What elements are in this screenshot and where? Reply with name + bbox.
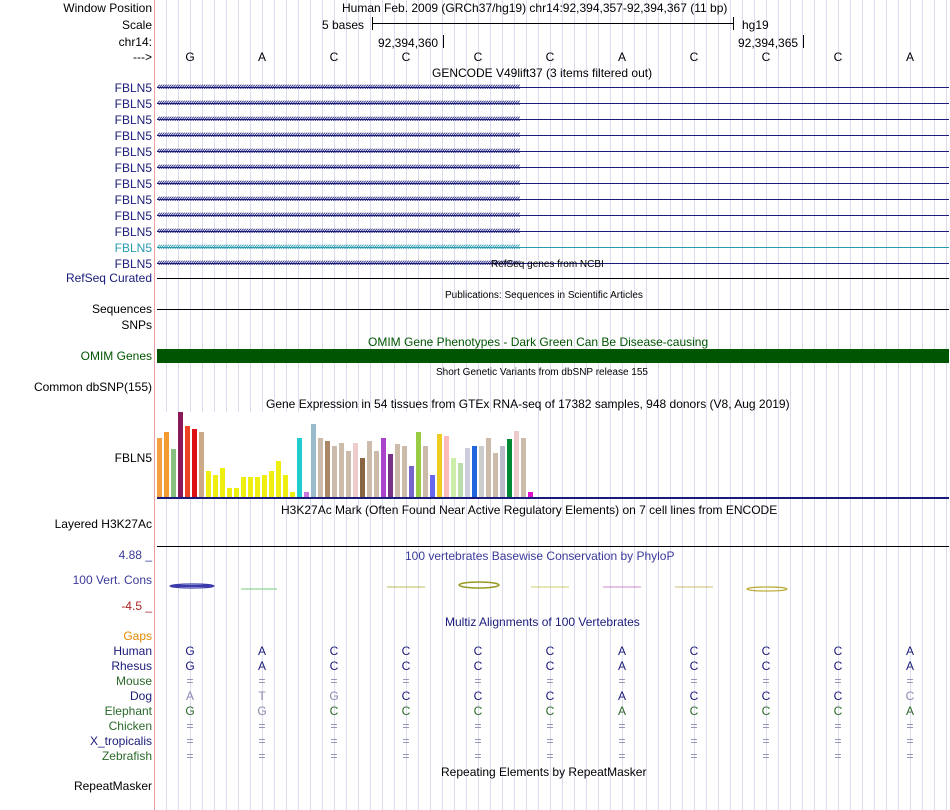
gtex-tissue-bar[interactable] <box>199 432 204 497</box>
repeatmasker-label[interactable]: RepeatMasker <box>73 779 152 793</box>
position-360: 92,394,360 <box>378 36 439 50</box>
gtex-tissue-bar[interactable] <box>472 446 477 497</box>
alignment-base: = <box>618 674 626 688</box>
species-label[interactable]: Elephant <box>104 704 152 718</box>
multiz-track-title[interactable]: Multiz Alignments of 100 Vertebrates <box>445 615 640 629</box>
gtex-tissue-bar[interactable] <box>458 463 463 497</box>
gtex-tissue-bar[interactable] <box>262 475 267 497</box>
phylop-min-label: -4.5 _ <box>121 599 152 613</box>
dbsnp-track-title[interactable]: Short Genetic Variants from dbSNP release 155 <box>436 367 648 378</box>
gencode-gene-label[interactable]: FBLN5 <box>114 209 152 223</box>
gtex-tissue-bar[interactable] <box>339 443 344 497</box>
omim-label[interactable]: OMIM Genes <box>80 349 152 363</box>
scale-bar-right-tick <box>733 17 734 30</box>
alignment-base: = <box>834 734 842 748</box>
alignment-base: A <box>257 659 266 673</box>
gtex-gene-label[interactable]: FBLN5 <box>114 451 152 465</box>
pubs-track-line <box>157 309 949 310</box>
gtex-tissue-bar[interactable] <box>206 471 211 497</box>
gencode-transcript-line[interactable]: ‹‹‹‹‹‹‹‹‹‹‹‹‹‹‹‹‹‹‹‹‹‹‹‹‹‹‹‹‹‹‹‹‹‹‹‹‹‹‹‹‹‹‹‹‹‹‹‹‹‹‹‹‹‹‹‹‹‹‹‹‹‹‹‹‹‹‹‹‹‹‹‹‹‹‹‹‹‹‹‹‹‹‹‹‹‹‹‹‹‹‹‹‹‹‹‹‹‹‹‹‹‹‹‹‹‹‹‹‹‹‹‹‹‹‹‹‹‹‹‹‹‹‹‹‹‹‹‹‹‹‹‹‹‹‹‹‹‹‹‹‹‹‹‹‹‹‹‹‹‹‹‹‹‹‹‹‹‹‹‹ <box>157 144 949 158</box>
alignment-base: = <box>474 674 482 688</box>
alignment-base: C <box>833 704 843 718</box>
label-divider <box>154 0 155 810</box>
alignment-base: C <box>545 689 555 703</box>
alignment-base: = <box>834 719 842 733</box>
gencode-gene-label[interactable]: FBLN5 <box>114 225 152 239</box>
alignment-base: C <box>833 659 843 673</box>
alignment-base: = <box>546 734 554 748</box>
gencode-gene-label[interactable]: FBLN5 <box>114 97 152 111</box>
gtex-tissue-bar[interactable] <box>374 451 379 497</box>
gtex-tissue-bar[interactable] <box>346 451 351 497</box>
alignment-base: C <box>473 659 483 673</box>
reference-base: C <box>545 50 555 64</box>
gencode-transcript-line[interactable]: ‹‹‹‹‹‹‹‹‹‹‹‹‹‹‹‹‹‹‹‹‹‹‹‹‹‹‹‹‹‹‹‹‹‹‹‹‹‹‹‹‹‹‹‹‹‹‹‹‹‹‹‹‹‹‹‹‹‹‹‹‹‹‹‹‹‹‹‹‹‹‹‹‹‹‹‹‹‹‹‹‹‹‹‹‹‹‹‹‹‹‹‹‹‹‹‹‹‹‹‹‹‹‹‹‹‹‹‹‹‹‹‹‹‹‹‹‹‹‹‹‹‹‹‹‹‹‹‹‹‹‹‹‹‹‹‹‹‹‹‹‹‹‹‹‹‹‹‹‹‹‹‹‹‹‹‹‹‹‹‹ <box>157 208 949 222</box>
alignment-base: = <box>762 719 770 733</box>
gtex-tissue-bar[interactable] <box>416 432 421 497</box>
gtex-tissue-bar[interactable] <box>444 436 449 497</box>
gtex-tissue-bar[interactable] <box>185 426 190 497</box>
alignment-base: = <box>546 674 554 688</box>
gtex-tissue-bar[interactable] <box>171 449 176 497</box>
gtex-tissue-bar[interactable] <box>381 438 386 497</box>
alignment-base: = <box>186 719 194 733</box>
gencode-transcript-line[interactable]: ‹‹‹‹‹‹‹‹‹‹‹‹‹‹‹‹‹‹‹‹‹‹‹‹‹‹‹‹‹‹‹‹‹‹‹‹‹‹‹‹‹‹‹‹‹‹‹‹‹‹‹‹‹‹‹‹‹‹‹‹‹‹‹‹‹‹‹‹‹‹‹‹‹‹‹‹‹‹‹‹‹‹‹‹‹‹‹‹‹‹‹‹‹‹‹‹‹‹‹‹‹‹‹‹‹‹‹‹‹‹‹‹‹‹‹‹‹‹‹‹‹‹‹‹‹‹‹‹‹‹‹‹‹‹‹‹‹‹‹‹‹‹‹‹‹‹‹‹‹‹‹‹‹‹‹‹‹‹‹‹ <box>157 128 949 142</box>
alignment-base: C <box>833 644 843 658</box>
alignment-base: T <box>258 689 266 703</box>
repeatmasker-track-title[interactable]: Repeating Elements by RepeatMasker <box>441 765 647 779</box>
species-label[interactable]: Human <box>113 644 152 658</box>
alignment-base: = <box>402 749 410 763</box>
alignment-base: = <box>762 734 770 748</box>
gtex-tissue-bar[interactable] <box>451 458 456 497</box>
gtex-tissue-bar[interactable] <box>164 432 169 497</box>
alignment-base: C <box>689 704 699 718</box>
gtex-tissue-bar[interactable] <box>500 446 505 497</box>
gtex-tissue-bar[interactable] <box>276 461 281 497</box>
alignment-base: C <box>545 644 555 658</box>
vert-cons-label[interactable]: 100 Vert. Cons <box>72 573 152 587</box>
alignment-base: = <box>402 734 410 748</box>
gtex-tissue-bar[interactable] <box>297 438 302 497</box>
reference-base: C <box>689 50 699 64</box>
reference-base: C <box>401 50 411 64</box>
alignment-base: C <box>545 704 555 718</box>
alignment-base: = <box>834 674 842 688</box>
alignment-base: = <box>258 674 266 688</box>
alignment-base: C <box>473 644 483 658</box>
gtex-tissue-bar[interactable] <box>409 466 414 497</box>
gtex-gene-line <box>157 497 949 499</box>
alignment-base: C <box>689 659 699 673</box>
alignment-base: C <box>401 659 411 673</box>
gencode-gene-label[interactable]: FBLN5 <box>114 241 152 255</box>
gtex-tissue-bar[interactable] <box>255 477 260 497</box>
alignment-base: = <box>330 719 338 733</box>
alignment-base: A <box>617 659 626 673</box>
alignment-base: C <box>473 704 483 718</box>
reference-base: C <box>473 50 483 64</box>
species-label[interactable]: Mouse <box>115 674 152 688</box>
h3k27ac-baseline <box>157 546 949 547</box>
alignment-base: = <box>402 719 410 733</box>
alignment-base: A <box>905 659 914 673</box>
alignment-base: = <box>618 749 626 763</box>
gtex-tissue-bar[interactable] <box>325 441 330 497</box>
alignment-base: A <box>617 704 626 718</box>
species-label[interactable]: Rhesus <box>111 659 152 673</box>
gtex-tissue-bar[interactable] <box>220 468 225 497</box>
alignment-base: = <box>834 749 842 763</box>
gtex-bar-chart[interactable] <box>157 412 537 497</box>
refseq-label[interactable]: RefSeq Curated <box>65 271 152 285</box>
alignment-base: = <box>618 719 626 733</box>
gtex-tissue-bar[interactable] <box>437 434 442 497</box>
alignment-base: C <box>761 689 771 703</box>
gtex-tissue-bar[interactable] <box>388 454 393 497</box>
alignment-base: = <box>762 749 770 763</box>
phylop-max-label: 4.88 _ <box>118 548 152 562</box>
alignment-base: C <box>833 689 843 703</box>
reference-base: C <box>329 50 339 64</box>
gencode-transcript-line[interactable]: ‹‹‹‹‹‹‹‹‹‹‹‹‹‹‹‹‹‹‹‹‹‹‹‹‹‹‹‹‹‹‹‹‹‹‹‹‹‹‹‹‹‹‹‹‹‹‹‹‹‹‹‹‹‹‹‹‹‹‹‹‹‹‹‹‹‹‹‹‹‹‹‹‹‹‹‹‹‹‹‹‹‹‹‹‹‹‹‹‹‹‹‹‹‹‹‹‹‹‹‹‹‹‹‹‹‹‹‹‹‹‹‹‹‹‹‹‹‹‹‹‹‹‹‹‹‹‹‹‹‹‹‹‹‹‹‹‹‹‹‹‹‹‹‹‹‹‹‹‹‹‹‹‹‹‹‹‹‹‹‹ <box>157 176 949 190</box>
gtex-tissue-bar[interactable] <box>269 471 274 497</box>
reference-base: A <box>257 50 266 64</box>
gencode-gene-label[interactable]: FBLN5 <box>114 257 152 271</box>
gtex-tissue-bar[interactable] <box>507 439 512 497</box>
gtex-tissue-bar[interactable] <box>311 424 316 497</box>
alignment-base: = <box>690 719 698 733</box>
reference-base: C <box>833 50 843 64</box>
gtex-tissue-bar[interactable] <box>493 453 498 497</box>
alignment-base: A <box>905 644 914 658</box>
alignment-base: = <box>330 749 338 763</box>
alignment-base: C <box>689 644 699 658</box>
position-360-tick <box>443 35 444 48</box>
gtex-tissue-bar[interactable] <box>360 458 365 497</box>
gtex-tissue-bar[interactable] <box>479 446 484 497</box>
phylop-wiggle <box>157 578 949 594</box>
alignment-base: = <box>186 734 194 748</box>
alignment-base: = <box>330 674 338 688</box>
alignment-base: = <box>474 749 482 763</box>
omim-gene-bar[interactable] <box>157 349 949 363</box>
gencode-transcript-line[interactable]: ‹‹‹‹‹‹‹‹‹‹‹‹‹‹‹‹‹‹‹‹‹‹‹‹‹‹‹‹‹‹‹‹‹‹‹‹‹‹‹‹‹‹‹‹‹‹‹‹‹‹‹‹‹‹‹‹‹‹‹‹‹‹‹‹‹‹‹‹‹‹‹‹‹‹‹‹‹‹‹‹‹‹‹‹‹‹‹‹‹‹‹‹‹‹‹‹‹‹‹‹‹‹‹‹‹‹‹‹‹‹‹‹‹‹‹‹‹‹‹‹‹‹‹‹‹‹‹‹‹‹‹‹‹‹‹‹‹‹‹‹‹‹‹‹‹‹‹‹‹‹‹‹‹‹‹‹‹‹‹‹ <box>157 112 949 126</box>
common-dbsnp-label[interactable]: Common dbSNP(155) <box>33 380 152 394</box>
snps-label[interactable]: SNPs <box>121 318 152 332</box>
alignment-base: = <box>186 749 194 763</box>
alignment-base: A <box>617 644 626 658</box>
gtex-track-title[interactable]: Gene Expression in 54 tissues from GTEx RNA-seq of 17382 samples, 948 donors (V8, Aug 2019) <box>266 397 790 411</box>
gtex-tissue-bar[interactable] <box>395 444 400 497</box>
alignment-base: C <box>329 659 339 673</box>
alignment-base: = <box>690 734 698 748</box>
alignment-base: A <box>617 689 626 703</box>
gencode-gene-label[interactable]: FBLN5 <box>114 129 152 143</box>
gencode-track-title[interactable]: GENCODE V49lift37 (3 items filtered out) <box>432 66 653 80</box>
gencode-transcript-line[interactable]: ‹‹‹‹‹‹‹‹‹‹‹‹‹‹‹‹‹‹‹‹‹‹‹‹‹‹‹‹‹‹‹‹‹‹‹‹‹‹‹‹‹‹‹‹‹‹‹‹‹‹‹‹‹‹‹‹‹‹‹‹‹‹‹‹‹‹‹‹‹‹‹‹‹‹‹‹‹‹‹‹‹‹‹‹‹‹‹‹‹‹‹‹‹‹‹‹‹‹‹‹‹‹‹‹‹‹‹‹‹‹‹‹‹‹‹‹‹‹‹‹‹‹‹‹‹‹‹‹‹‹‹‹‹‹‹‹‹‹‹‹‹‹‹‹‹‹‹‹‹‹‹‹‹‹‹‹‹‹‹‹ <box>157 256 949 270</box>
phylop-track-title[interactable]: 100 vertebrates Basewise Conservation by PhyloP <box>405 549 675 563</box>
alignment-base: G <box>185 704 195 718</box>
gtex-tissue-bar[interactable] <box>241 477 246 497</box>
gencode-transcript-line[interactable]: ‹‹‹‹‹‹‹‹‹‹‹‹‹‹‹‹‹‹‹‹‹‹‹‹‹‹‹‹‹‹‹‹‹‹‹‹‹‹‹‹‹‹‹‹‹‹‹‹‹‹‹‹‹‹‹‹‹‹‹‹‹‹‹‹‹‹‹‹‹‹‹‹‹‹‹‹‹‹‹‹‹‹‹‹‹‹‹‹‹‹‹‹‹‹‹‹‹‹‹‹‹‹‹‹‹‹‹‹‹‹‹‹‹‹‹‹‹‹‹‹‹‹‹‹‹‹‹‹‹‹‹‹‹‹‹‹‹‹‹‹‹‹‹‹‹‹‹‹‹‹‹‹‹‹‹‹‹‹‹‹ <box>157 192 949 206</box>
alignment-base: = <box>258 734 266 748</box>
position-365: 92,394,365 <box>738 36 799 50</box>
gtex-tissue-bar[interactable] <box>353 443 358 497</box>
alignment-base: C <box>761 659 771 673</box>
gtex-tissue-bar[interactable] <box>486 438 491 497</box>
alignment-base: = <box>906 674 914 688</box>
gencode-gene-label[interactable]: FBLN5 <box>114 177 152 191</box>
species-label[interactable]: Dog <box>129 689 152 703</box>
alignment-base: C <box>689 689 699 703</box>
omim-track-title[interactable]: OMIM Gene Phenotypes - Dark Green Can Be Disease-causing <box>368 335 709 349</box>
gtex-tissue-bar[interactable] <box>227 488 232 497</box>
window-position-title: Human Feb. 2009 (GRCh37/hg19) chr14:92,394,357-92,394,367 (11 bp) <box>342 1 728 15</box>
alignment-base: = <box>690 674 698 688</box>
alignment-base: C <box>401 704 411 718</box>
alignment-base: C <box>473 689 483 703</box>
assembly-label: hg19 <box>742 18 769 32</box>
alignment-base: = <box>258 719 266 733</box>
scale-label: Scale <box>121 18 152 32</box>
gaps-label: Gaps <box>123 629 152 643</box>
gtex-tissue-bar[interactable] <box>234 488 239 497</box>
alignment-base: = <box>906 749 914 763</box>
h3k27ac-label[interactable]: Layered H3K27Ac <box>54 517 152 531</box>
gtex-tissue-bar[interactable] <box>402 446 407 497</box>
alignment-base: = <box>546 719 554 733</box>
alignment-base: = <box>258 749 266 763</box>
reference-base: A <box>905 50 914 64</box>
alignment-base: A <box>905 704 914 718</box>
gtex-tissue-bar[interactable] <box>248 477 253 497</box>
alignment-base: = <box>474 734 482 748</box>
chrom-label: chr14: <box>118 35 152 49</box>
gtex-tissue-bar[interactable] <box>367 441 372 497</box>
alignment-base: = <box>330 734 338 748</box>
alignment-base: C <box>329 704 339 718</box>
gtex-tissue-bar[interactable] <box>213 475 218 497</box>
refseq-track-line <box>157 278 949 279</box>
sequences-label[interactable]: Sequences <box>91 302 152 316</box>
alignment-base: = <box>618 734 626 748</box>
alignment-base: C <box>401 644 411 658</box>
gtex-tissue-bar[interactable] <box>430 475 435 497</box>
gencode-transcript-line[interactable]: ‹‹‹‹‹‹‹‹‹‹‹‹‹‹‹‹‹‹‹‹‹‹‹‹‹‹‹‹‹‹‹‹‹‹‹‹‹‹‹‹‹‹‹‹‹‹‹‹‹‹‹‹‹‹‹‹‹‹‹‹‹‹‹‹‹‹‹‹‹‹‹‹‹‹‹‹‹‹‹‹‹‹‹‹‹‹‹‹‹‹‹‹‹‹‹‹‹‹‹‹‹‹‹‹‹‹‹‹‹‹‹‹‹‹‹‹‹‹‹‹‹‹‹‹‹‹‹‹‹‹‹‹‹‹‹‹‹‹‹‹‹‹‹‹‹‹‹‹‹‹‹‹‹‹‹‹‹‹‹‹ <box>157 240 949 254</box>
gencode-transcript-line[interactable]: ‹‹‹‹‹‹‹‹‹‹‹‹‹‹‹‹‹‹‹‹‹‹‹‹‹‹‹‹‹‹‹‹‹‹‹‹‹‹‹‹‹‹‹‹‹‹‹‹‹‹‹‹‹‹‹‹‹‹‹‹‹‹‹‹‹‹‹‹‹‹‹‹‹‹‹‹‹‹‹‹‹‹‹‹‹‹‹‹‹‹‹‹‹‹‹‹‹‹‹‹‹‹‹‹‹‹‹‹‹‹‹‹‹‹‹‹‹‹‹‹‹‹‹‹‹‹‹‹‹‹‹‹‹‹‹‹‹‹‹‹‹‹‹‹‹‹‹‹‹‹‹‹‹‹‹‹‹‹‹‹ <box>157 96 949 110</box>
alignment-base: G <box>185 644 195 658</box>
species-label[interactable]: Chicken <box>108 719 152 733</box>
alignment-base: = <box>546 749 554 763</box>
pubs-track-title[interactable]: Publications: Sequences in Scientific Articles <box>445 290 643 301</box>
gtex-tissue-bar[interactable] <box>332 446 337 497</box>
alignment-base: = <box>474 719 482 733</box>
species-label[interactable]: Zebrafish <box>101 749 152 763</box>
reference-base: C <box>761 50 771 64</box>
h3k27ac-track-title[interactable]: H3K27Ac Mark (Often Found Near Active Regulatory Elements) on 7 cell lines from ENCODE <box>281 503 778 517</box>
alignment-base: = <box>906 734 914 748</box>
alignment-base: G <box>185 659 195 673</box>
alignment-base: C <box>905 689 915 703</box>
alignment-base: G <box>329 689 339 703</box>
alignment-base: A <box>257 644 266 658</box>
gencode-gene-label[interactable]: FBLN5 <box>114 161 152 175</box>
refseq-track-title[interactable]: RefSeq genes from NCBI <box>491 259 604 270</box>
gencode-gene-label[interactable]: FBLN5 <box>114 81 152 95</box>
alignment-base: C <box>401 689 411 703</box>
alignment-base: C <box>329 644 339 658</box>
gtex-tissue-bar[interactable] <box>423 446 428 497</box>
alignment-base: G <box>257 704 267 718</box>
gtex-tissue-bar[interactable] <box>157 438 162 497</box>
gtex-tissue-bar[interactable] <box>318 438 323 497</box>
gtex-tissue-bar[interactable] <box>192 429 197 497</box>
alignment-base: = <box>906 719 914 733</box>
gtex-tissue-bar[interactable] <box>514 431 519 497</box>
gtex-tissue-bar[interactable] <box>178 412 183 497</box>
reference-base: A <box>617 50 626 64</box>
gtex-tissue-bar[interactable] <box>521 438 526 497</box>
gencode-transcript-line[interactable]: ‹‹‹‹‹‹‹‹‹‹‹‹‹‹‹‹‹‹‹‹‹‹‹‹‹‹‹‹‹‹‹‹‹‹‹‹‹‹‹‹‹‹‹‹‹‹‹‹‹‹‹‹‹‹‹‹‹‹‹‹‹‹‹‹‹‹‹‹‹‹‹‹‹‹‹‹‹‹‹‹‹‹‹‹‹‹‹‹‹‹‹‹‹‹‹‹‹‹‹‹‹‹‹‹‹‹‹‹‹‹‹‹‹‹‹‹‹‹‹‹‹‹‹‹‹‹‹‹‹‹‹‹‹‹‹‹‹‹‹‹‹‹‹‹‹‹‹‹‹‹‹‹‹‹‹‹‹‹‹‹ <box>157 80 949 94</box>
gtex-tissue-bar[interactable] <box>465 448 470 497</box>
species-label[interactable]: X_tropicalis <box>89 734 152 748</box>
alignment-base: = <box>690 749 698 763</box>
reference-base: G <box>185 50 195 64</box>
scale-bar <box>372 23 734 24</box>
alignment-base: = <box>186 674 194 688</box>
alignment-base: = <box>762 674 770 688</box>
alignment-base: = <box>402 674 410 688</box>
gencode-gene-label[interactable]: FBLN5 <box>114 113 152 127</box>
gencode-gene-label[interactable]: FBLN5 <box>114 145 152 159</box>
window-position-label: Window Position <box>63 1 152 15</box>
gencode-gene-label[interactable]: FBLN5 <box>114 193 152 207</box>
alignment-base: C <box>545 659 555 673</box>
alignment-base: C <box>761 644 771 658</box>
position-365-tick <box>803 35 804 48</box>
strand-arrow-label: ---> <box>133 50 152 64</box>
gtex-tissue-bar[interactable] <box>283 475 288 497</box>
gencode-transcript-line[interactable]: ‹‹‹‹‹‹‹‹‹‹‹‹‹‹‹‹‹‹‹‹‹‹‹‹‹‹‹‹‹‹‹‹‹‹‹‹‹‹‹‹‹‹‹‹‹‹‹‹‹‹‹‹‹‹‹‹‹‹‹‹‹‹‹‹‹‹‹‹‹‹‹‹‹‹‹‹‹‹‹‹‹‹‹‹‹‹‹‹‹‹‹‹‹‹‹‹‹‹‹‹‹‹‹‹‹‹‹‹‹‹‹‹‹‹‹‹‹‹‹‹‹‹‹‹‹‹‹‹‹‹‹‹‹‹‹‹‹‹‹‹‹‹‹‹‹‹‹‹‹‹‹‹‹‹‹‹‹‹‹‹ <box>157 160 949 174</box>
gencode-transcript-line[interactable]: ‹‹‹‹‹‹‹‹‹‹‹‹‹‹‹‹‹‹‹‹‹‹‹‹‹‹‹‹‹‹‹‹‹‹‹‹‹‹‹‹‹‹‹‹‹‹‹‹‹‹‹‹‹‹‹‹‹‹‹‹‹‹‹‹‹‹‹‹‹‹‹‹‹‹‹‹‹‹‹‹‹‹‹‹‹‹‹‹‹‹‹‹‹‹‹‹‹‹‹‹‹‹‹‹‹‹‹‹‹‹‹‹‹‹‹‹‹‹‹‹‹‹‹‹‹‹‹‹‹‹‹‹‹‹‹‹‹‹‹‹‹‹‹‹‹‹‹‹‹‹‹‹‹‹‹‹‹‹‹‹ <box>157 224 949 238</box>
scale-text: 5 bases <box>322 18 365 32</box>
alignment-base: C <box>761 704 771 718</box>
alignment-base: A <box>185 689 194 703</box>
